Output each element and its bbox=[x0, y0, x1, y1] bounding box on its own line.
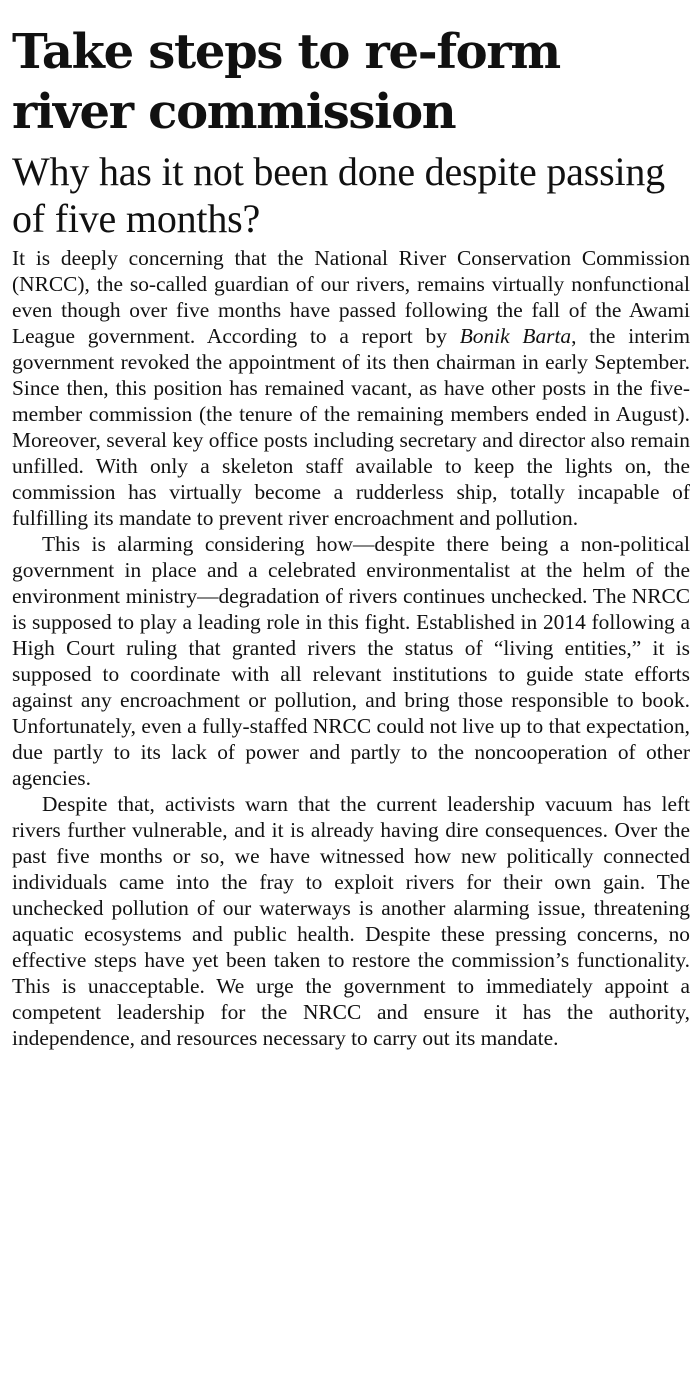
editorial-article bbox=[12, 22, 690, 1051]
paragraph-1 bbox=[12, 245, 690, 531]
paragraph-1-text-start: It is deeply concerning that the National River Conservation Commission (NRCC), the so-called guardian of our rivers, remains virtually nonfunctional even though over five months have passed following the fall of the Awami League government. According to a report by bbox=[12, 246, 690, 348]
paragraph-2: This is alarming considering how—despite there being a non-political government in place and a celebrated environmentalist at the helm of the environment ministry—degradation of rivers continues unchecked. The NRCC is supposed to play a leading role in this fight. Established in 2014 following a High Court ruling that granted rivers the status of “living entities,” it is supposed to coordinate with all relevant institutions to guide state efforts against any encroachment or pollution, and bring those responsible to book. Unfortunately, even a fully-staffed NRCC could not live up to that expectation, due partly to its lack of power and partly to the noncooperation of other agencies. bbox=[12, 532, 690, 790]
paragraph-1-text-end: , the interim government revoked the appointment of its then chairman in early September. Since then, this position has remained vacant, as have other posts in the five-member commission (the tenure of the remaining members ended in August). Moreover, several key office posts including secretary and director also remain unfilled. With only a skeleton staff available to keep the lights on, the commission has virtually become a rudderless ship, totally incapable of fulfilling its mandate to prevent river encroachment and pollution. bbox=[12, 324, 690, 530]
article-body bbox=[12, 245, 690, 1051]
headline: Take steps to re-form river commission bbox=[12, 24, 560, 140]
source-publication: Bonik Barta bbox=[459, 324, 572, 348]
paragraph-3: Despite that, activists warn that the current leadership vacuum has left rivers further vulnerable, and it is already having dire consequences. Over the past five months or so, we have witnessed how new politically connected individuals came into the fray to exploit rivers for their own gain. The unchecked pollution of our waterways is another alarming issue, threatening aquatic ecosystems and public health. Despite these pressing concerns, no effective steps have yet been taken to restore the commission’s functionality. This is unacceptable. We urge the government to immediately appoint a competent leadership for the NRCC and ensure it has the authority, independence, and resources necessary to carry out its mandate. bbox=[12, 792, 690, 1050]
subheadline: Why has it not been done despite passing of five months? bbox=[12, 149, 665, 241]
